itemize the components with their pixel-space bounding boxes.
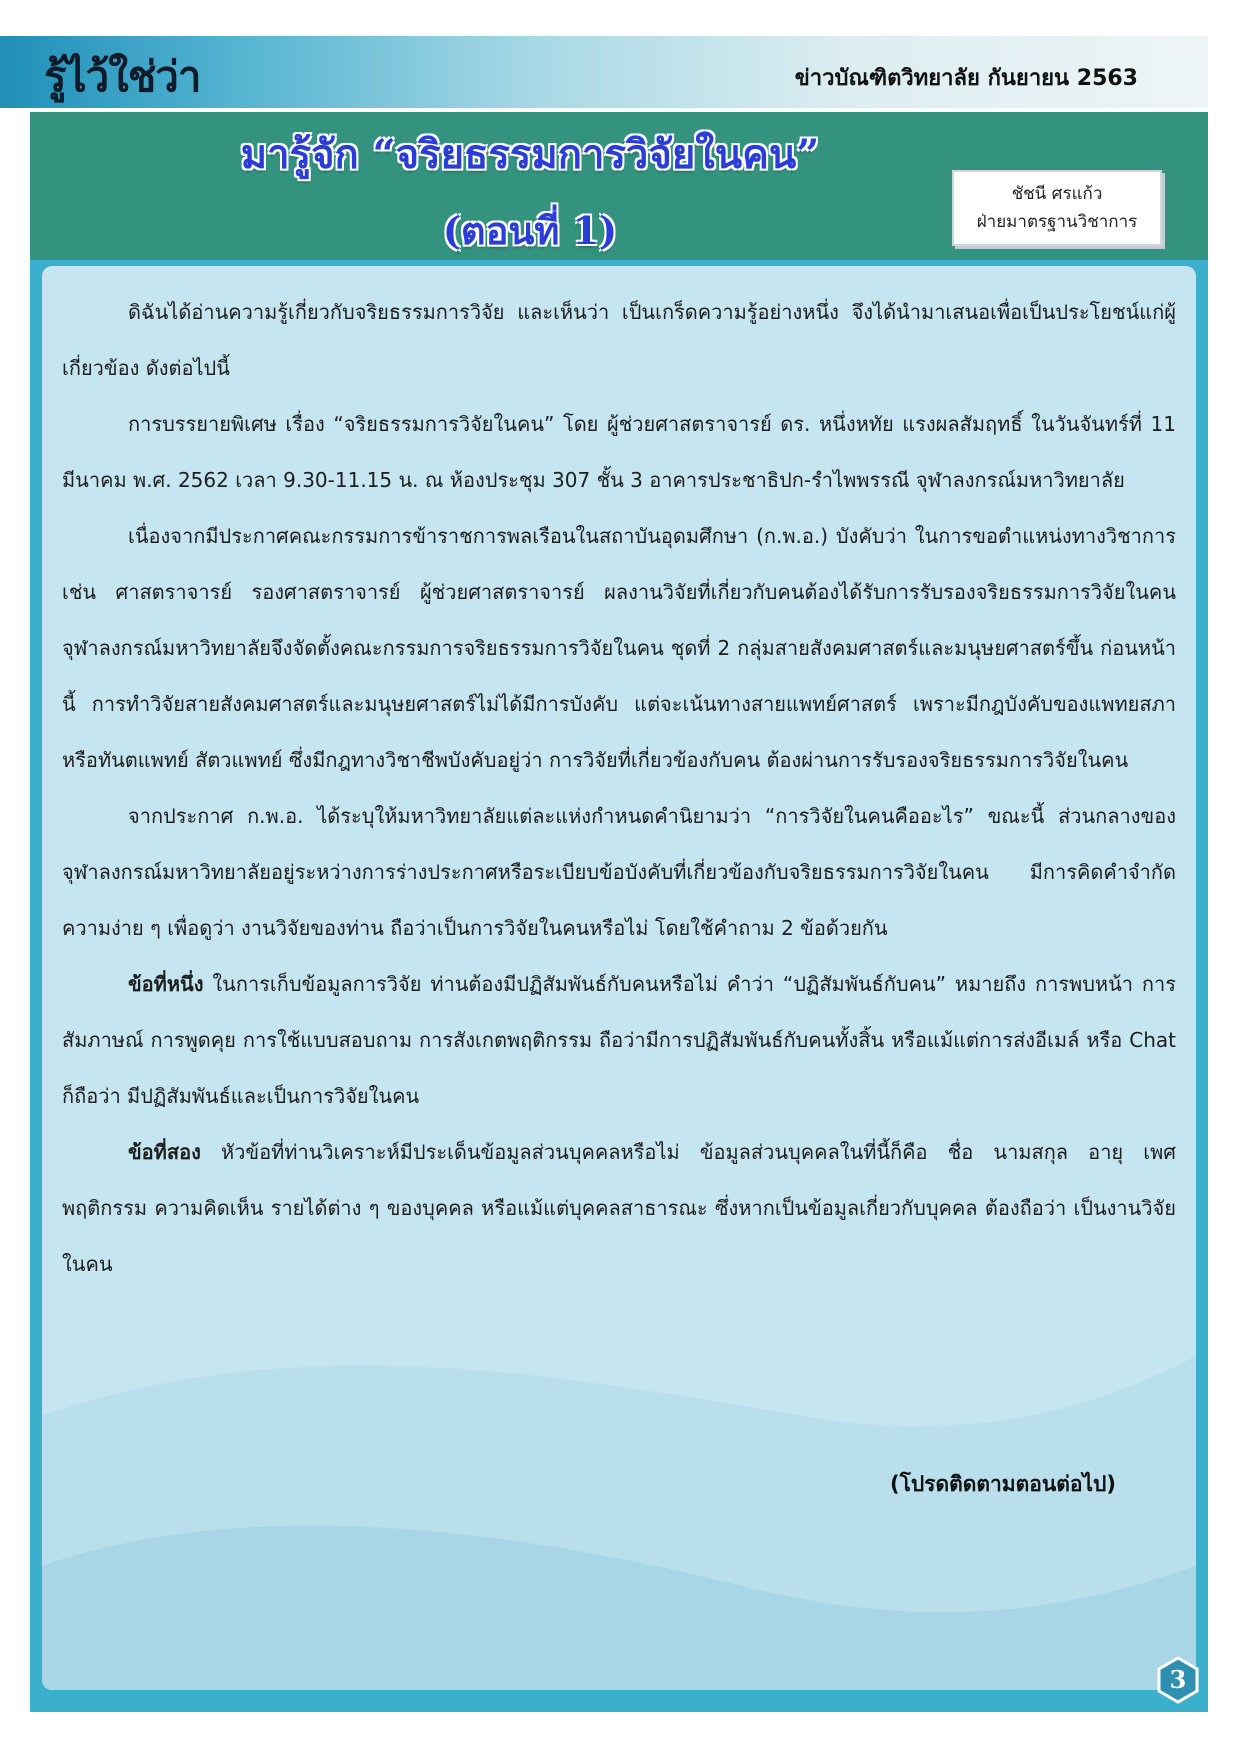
article-title: มารู้จัก “จริยธรรมการวิจัยในคน” bbox=[240, 131, 820, 178]
paragraph-question-two bbox=[62, 1124, 1176, 1292]
paragraph-lecture: การบรรยายพิเศษ เรื่อง “จริยธรรมการวิจัยในคน” โดย ผู้ช่วยศาสตราจารย์ ดร. หนึ่งหทัย แรงผลสัมฤทธิ์ ในวันจันทร์ที่ 11 มีนาคม พ.ศ. 2562 เวลา 9.30-11.15 น. ณ ห้องประชุม 307 ชั้น 3 อาคารประชาธิปก-รำไพพรรณี จุฬาลงกรณ์มหาวิทยาลัย bbox=[62, 412, 1176, 492]
column-brand: รู้ไว้ใช่ว่า bbox=[44, 52, 201, 101]
issue-label: ข่าวบัณฑิตวิทยาลัย กันยายน 2563 bbox=[794, 66, 1138, 91]
question-two-text: หัวข้อที่ท่านวิเคราะห์มีประเด็นข้อมูลส่วนบุคคลหรือไม่ ข้อมูลส่วนบุคคลในที่นี้ก็คือ ชื่อ นามสกุล อายุ เพศ พฤติกรรม ความคิดเห็น รายได้ต่าง ๆ ของบุคคล หรือแม้แต่บุคคลสาธารณะ ซึ่งหากเป็นข้อมูลเกี่ยวกับบุคคล ต้องถือว่า เป็นงานวิจัยในคน bbox=[62, 1140, 1176, 1276]
page-number-badge bbox=[1154, 1656, 1202, 1704]
page-number: 3 bbox=[1169, 1665, 1187, 1694]
author-name: ชัชนี ศรแก้ว bbox=[1011, 184, 1103, 204]
paragraph-question-one bbox=[62, 956, 1176, 1124]
author-department: ฝ่ายมาตรฐานวิชาการ bbox=[976, 212, 1138, 232]
continue-note: (โปรดติดตามตอนต่อไป) bbox=[889, 1472, 1116, 1496]
question-one-label: ข้อที่หนึ่ง bbox=[128, 972, 204, 996]
paragraph-definition: จากประกาศ ก.พ.อ. ได้ระบุให้มหาวิทยาลัยแต่ละแห่งกำหนดคำนิยามว่า “การวิจัยในคนคืออะไร” ขณะนี้ ส่วนกลางของจุฬาลงกรณ์มหาวิทยาลัยอยู่ระหว่างการร่างประกาศหรือระเบียบข้อบังคับที่เกี่ยวข้องกับจริยธรรมการวิจัยในคน มีการคิดคำจำกัดความง่าย ๆ เพื่อดูว่า งานวิจัยของท่าน ถือว่าเป็นการวิจัยในคนหรือไม่ โดยใช้คำถาม 2 ข้อด้วยกัน bbox=[62, 804, 1176, 940]
paragraph-background: เนื่องจากมีประกาศคณะกรรมการข้าราชการพลเรือนในสถาบันอุดมศึกษา (ก.พ.อ.) บังคับว่า ในการขอตำแหน่งทางวิชาการ เช่น ศาสตราจารย์ รองศาสตราจารย์ ผู้ช่วยศาสตราจารย์ ผลงานวิจัยที่เกี่ยวกับคนต้องได้รับการรับรองจริยธรรมการวิจัยในคน จุฬาลงกรณ์มหาวิทยาลัยจึงจัดตั้งคณะกรรมการจริยธรรมการวิจัยในคน ชุดที่ 2 กลุ่มสายสังคมศาสตร์และมนุษยศาสตร์ขึ้น ก่อนหน้านี้ การทำวิจัยสายสังคมศาสตร์และมนุษยศาสตร์ไม่ได้มีการบังคับ แต่จะเน้นทางสายแพทย์ศาสตร์ เพราะมีกฎบังคับของแพทยสภา หรือทันตแพทย์ สัตวแพทย์ ซึ่งมีกฎทางวิชาชีพบังคับอยู่ว่า การวิจัยที่เกี่ยวข้องกับคน ต้องผ่านการรับรองจริยธรรมการวิจัยในคน bbox=[62, 524, 1176, 772]
article-subtitle: (ตอนที่ 1) bbox=[442, 208, 618, 253]
article-body bbox=[62, 284, 1176, 1292]
author-box bbox=[952, 170, 1162, 246]
question-two-label: ข้อที่สอง bbox=[128, 1140, 201, 1164]
paragraph-intro: ดิฉันได้อ่านความรู้เกี่ยวกับจริยธรรมการวิจัย และเห็นว่า เป็นเกร็ดความรู้อย่างหนึ่ง จึงได้นำมาเสนอเพื่อเป็นประโยชน์แก่ผู้เกี่ยวข้อง ดังต่อไปนี้ bbox=[62, 300, 1176, 380]
question-one-text: ในการเก็บข้อมูลการวิจัย ท่านต้องมีปฏิสัมพันธ์กับคนหรือไม่ คำว่า “ปฏิสัมพันธ์กับคน” หมายถึง การพบหน้า การสัมภาษณ์ การพูดคุย การใช้แบบสอบถาม การสังเกตพฤติกรรม ถือว่ามีการปฏิสัมพันธ์กับคนทั้งสิ้น หรือแม้แต่การส่งอีเมล์ หรือ Chat ก็ถือว่า มีปฏิสัมพันธ์และเป็นการวิจัยในคน bbox=[62, 972, 1176, 1108]
